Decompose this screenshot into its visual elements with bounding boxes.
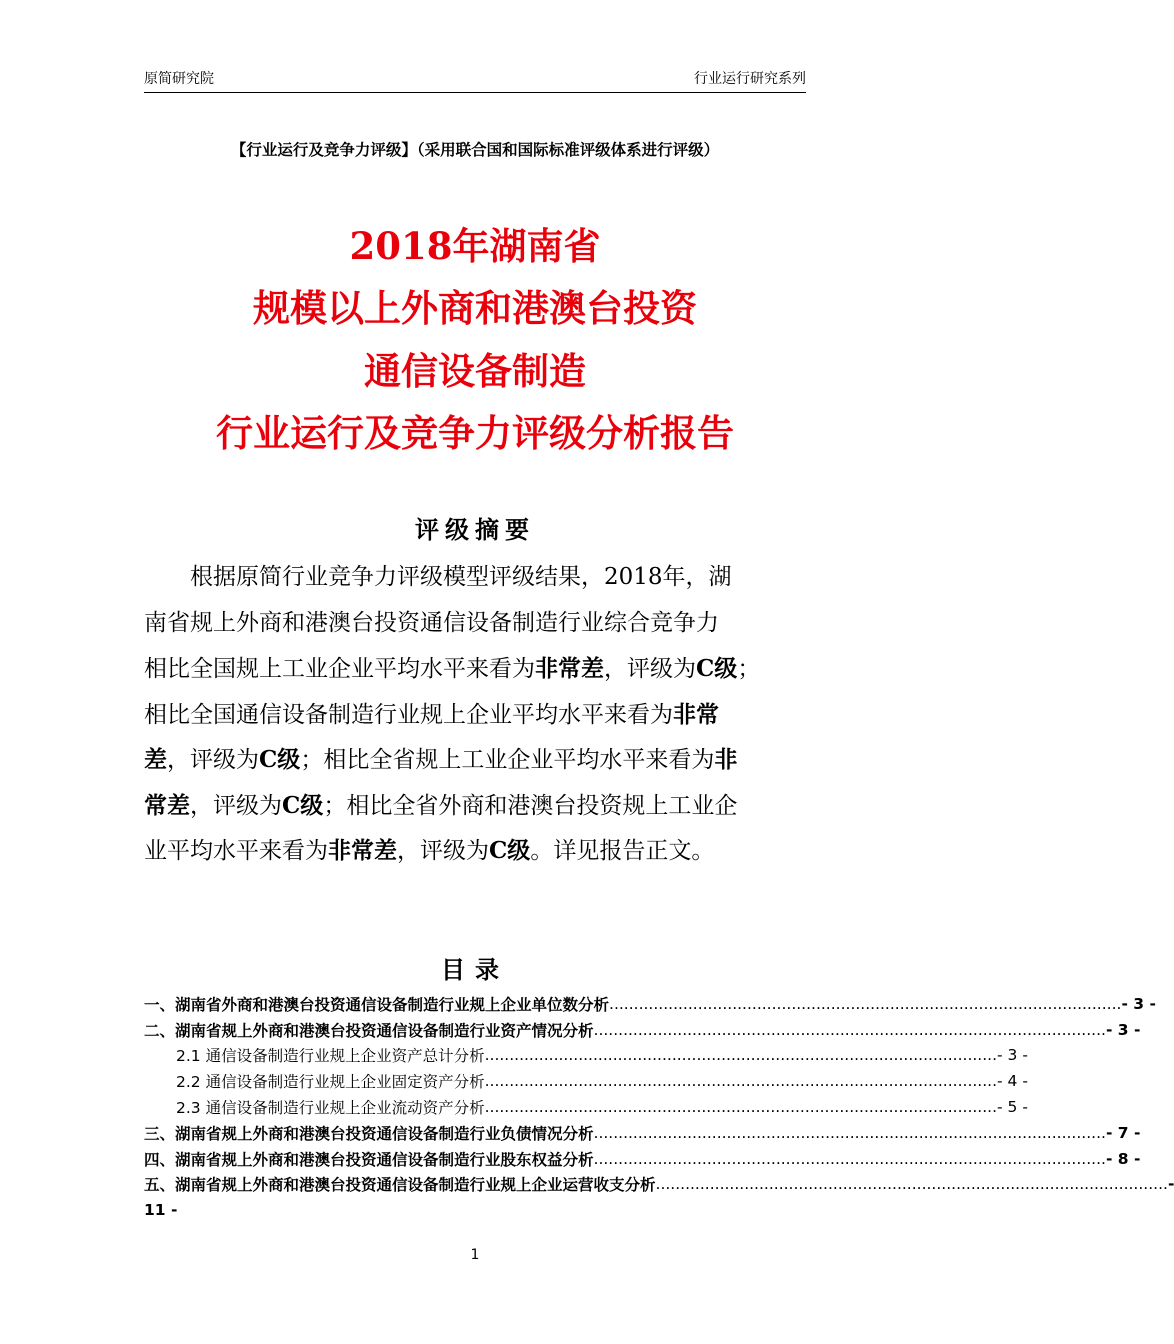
summary-line: 相比全国通信设备制造行业规上企业平均水平来看为非常 [144,700,719,728]
toc-entry[interactable]: 一、湖南省外商和港澳台投资通信设备制造行业规上企业单位数分析 ........................................................................................................ - 3 - [144,994,1156,1014]
summary-line: 业平均水平来看为非常差，评级为C级。详见报告正文。 [144,837,715,864]
toc-entry[interactable]: 二、湖南省规上外商和港澳台投资通信设备制造行业资产情况分析 ........................................................................................................ - 3 - [144,1020,1141,1040]
toc-entry[interactable]: 三、湖南省规上外商和港澳台投资通信设备制造行业负债情况分析 ........................................................................................................ - 7 - [144,1123,1141,1143]
summary-line: 相比全国规上工业企业平均水平来看为非常差，评级为C级； [144,655,761,682]
header-series: 行业运行研究系列 [694,71,806,87]
report-title-line-4: 行业运行及竞争力评级分析报告 [216,411,734,455]
table-of-contents [144,991,1174,1223]
toc-leader: ........................................................................................................ [609,994,1122,1013]
toc-entry[interactable]: 2.3 通信设备制造行业规上企业流动资产分析 ........................................................................................................ - 5 - [176,1098,1028,1118]
toc-entry-continuation: 11 - [144,1201,178,1220]
toc-entry[interactable]: 五、湖南省规上外商和港澳台投资通信设备制造行业规上企业运营收支分析 ........................................................................................................ - [144,1175,1174,1195]
toc-leader: ........................................................................................................ [593,1123,1106,1142]
report-title-line-1: 2018年湖南省 [349,224,601,268]
toc-leader: ........................................................................................................ [593,1149,1106,1168]
report-title-line-2: 规模以上外商和港澳台投资 [253,286,697,330]
page-number: 1 [470,1247,480,1263]
report-tagline: 【行业运行及竞争力评级】（采用联合国和国际标准评级体系进行评级） [230,141,720,159]
page-header [144,66,806,93]
summary-paragraph [144,555,806,874]
report-title-line-3: 通信设备制造 [364,349,586,393]
summary-line: 南省规上外商和港澳台投资通信设备制造行业综合竞争力 [144,609,719,636]
header-org: 原简研究院 [144,71,214,87]
toc-leader: ........................................................................................................ [484,1046,998,1065]
summary-heading: 评级摘要 [415,516,535,544]
toc-leader: ........................................................................................................ [593,1020,1106,1039]
toc-entry[interactable]: 四、湖南省规上外商和港澳台投资通信设备制造行业股东权益分析 ........................................................................................................ - 8 - [144,1149,1141,1169]
toc-heading: 目录 [441,956,509,984]
toc-entry[interactable]: 2.1 通信设备制造行业规上企业资产总计分析 ........................................................................................................ - 3 - [176,1046,1028,1066]
summary-line: 差，评级为C级；相比全省规上工业企业平均水平来看为非 [144,746,738,773]
toc-leader: ........................................................................................................ [484,1098,998,1117]
toc-leader: ........................................................................................................ [655,1175,1168,1194]
summary-line: 常差，评级为C级；相比全省外商和港澳台投资规上工业企 [144,791,738,819]
toc-leader: ........................................................................................................ [484,1072,998,1091]
toc-entry[interactable]: 2.2 通信设备制造行业规上企业固定资产分析 ........................................................................................................ - 4 - [176,1072,1028,1092]
summary-line: 根据原简行业竞争力评级模型评级结果，2018年，湖 [190,564,732,590]
